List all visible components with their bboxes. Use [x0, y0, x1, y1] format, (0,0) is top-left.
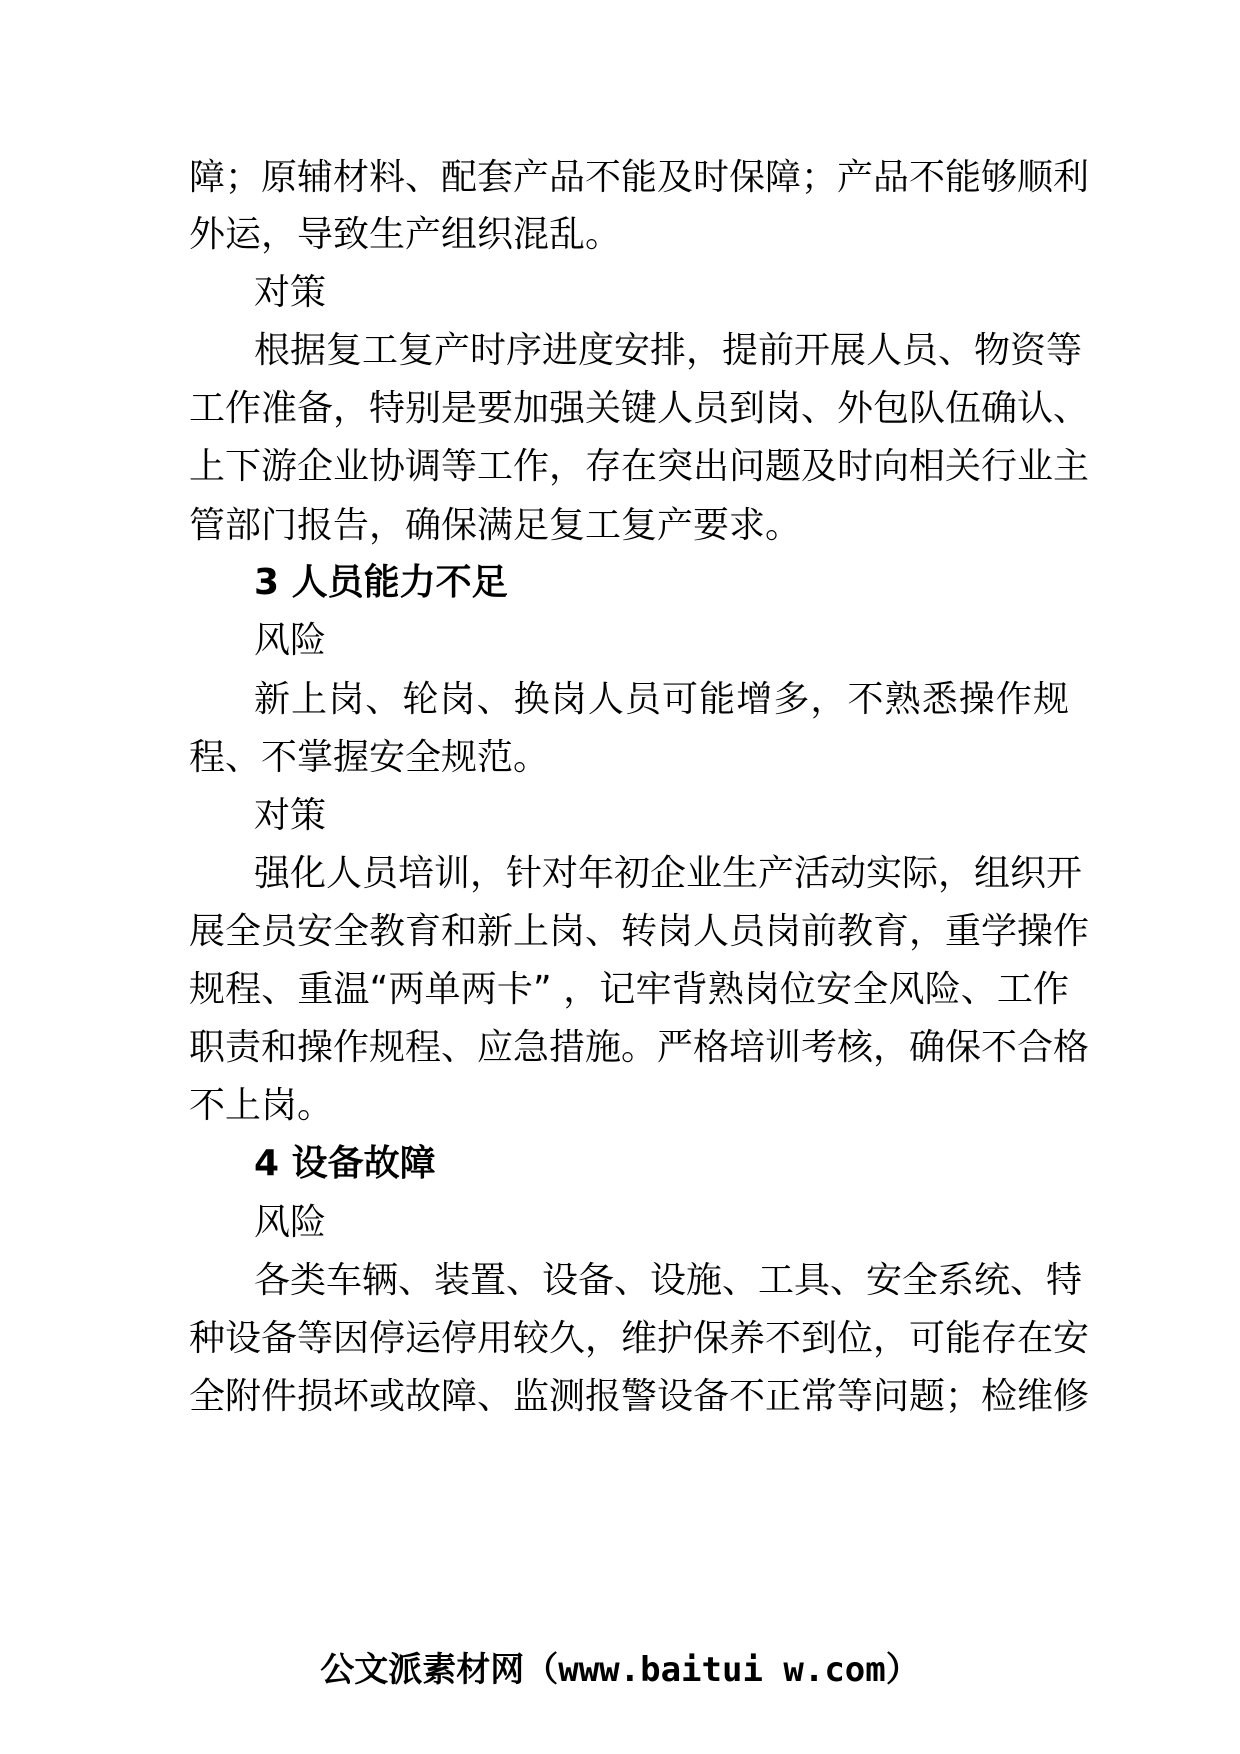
paragraph-line: 不上岗。 [189, 1085, 334, 1126]
footer-url: （www.baitui w.com） [524, 1650, 920, 1690]
paragraph-line: 程、不掌握安全规范。 [189, 737, 550, 778]
paragraph-line: 强化人员培训，针对年初企业生产活动实际，组织开 [254, 853, 1083, 894]
paragraph-line: 职责和操作规程、应急措施。严格培训考核，确保不合格 [189, 1027, 1090, 1068]
paragraph-line: 新上岗、轮岗、换岗人员可能增多，不熟悉操作规 [254, 679, 1069, 720]
section-label: 风险 [254, 1202, 327, 1243]
section-heading: 3 人员能力不足 [254, 562, 508, 603]
paragraph-line: 工作准备，特别是要加强关键人员到岗、外包队伍确认、 [189, 388, 1090, 429]
footer-watermark [0, 1646, 1240, 1694]
paragraph-line: 种设备等因停运停用较久，维护保养不到位，可能存在安 [189, 1318, 1090, 1359]
paragraph-line: 全附件损坏或故障、监测报警设备不正常等问题；检维修 [189, 1376, 1090, 1417]
paragraph-line: 各类车辆、装置、设备、设施、工具、安全系统、特 [254, 1260, 1083, 1301]
section-label: 对策 [254, 795, 327, 836]
paragraph-line: 上下游企业协调等工作，存在突出问题及时向相关行业主 [189, 446, 1090, 487]
section-label: 对策 [254, 272, 327, 313]
section-label: 风险 [254, 620, 327, 661]
paragraph-line: 管部门报告，确保满足复工复产要求。 [189, 505, 802, 546]
paragraph-line: 障；原辅材料、配套产品不能及时保障；产品不能够顺利 [189, 157, 1090, 198]
section-heading: 4 设备故障 [254, 1143, 436, 1184]
paragraph-line: 外运，导致生产组织混乱。 [189, 214, 622, 255]
paragraph-line: 展全员安全教育和新上岗、转岗人员岗前教育，重学操作 [189, 911, 1090, 952]
footer-site-name: 公文派素材网 [320, 1650, 525, 1690]
paragraph-line: 根据复工复产时序进度安排，提前开展人员、物资等 [254, 330, 1083, 371]
paragraph-line: 规程、重温“两单两卡” ，记牢背熟岗位安全风险、工作 [189, 969, 1069, 1010]
